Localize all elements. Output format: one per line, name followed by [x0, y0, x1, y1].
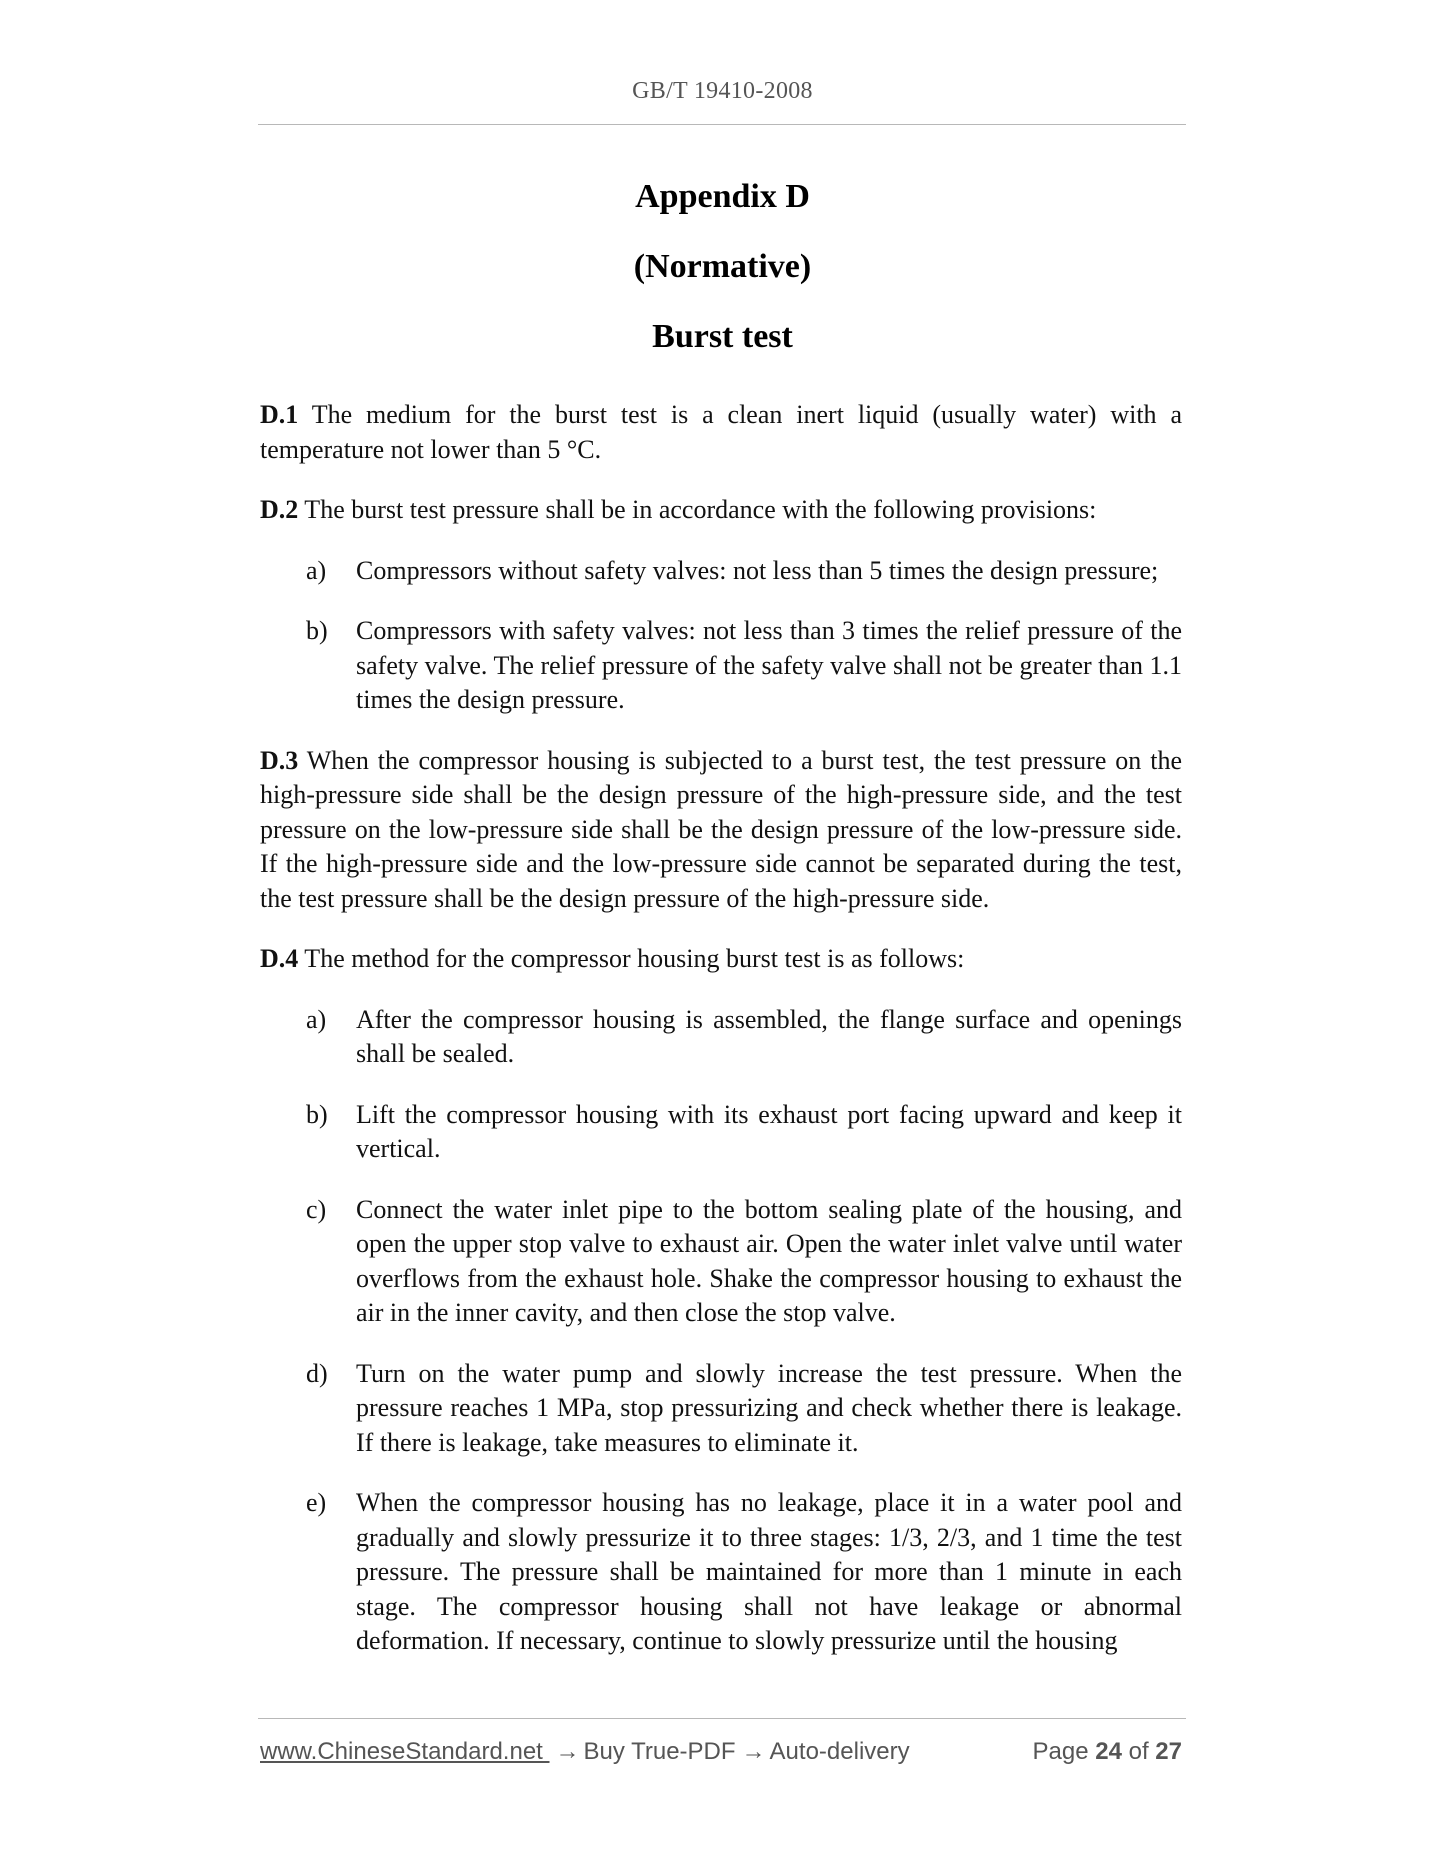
list-item-text: After the compressor housing is assembled, the flange surface and openings shall be sealed.: [356, 1004, 1182, 1068]
clause-d1: [260, 398, 1182, 467]
appendix-type: (Normative): [633, 248, 812, 285]
page-label: Page: [1032, 1738, 1089, 1765]
list-marker: b): [306, 616, 328, 645]
arrow-icon: →: [555, 1738, 580, 1765]
header-doc-code: GB/T 19410-2008: [632, 78, 813, 104]
page-current: 24: [1095, 1738, 1122, 1765]
footer-divider: [258, 1718, 1186, 1719]
list-item: [260, 1098, 1182, 1167]
website-link[interactable]: www.ChineseStandard.net: [260, 1738, 550, 1765]
clause-number: D.2: [260, 495, 299, 524]
list-marker: b): [306, 1099, 328, 1129]
footer-links: [260, 1738, 910, 1766]
clause-text: The method for the compressor housing burst test is as follows:: [298, 944, 965, 973]
document-body: [260, 398, 1182, 1685]
list-item-text: Lift the compressor housing with its exhaust port facing upward and keep it vertical.: [356, 1099, 1182, 1163]
page-of-label: of: [1128, 1738, 1149, 1765]
clause-d3: [260, 744, 1182, 917]
page-footer: [260, 1738, 1182, 1766]
list-item-text: Compressors without safety valves: not less than 5 times the design pressure;: [356, 555, 1159, 585]
list-marker: a): [306, 1004, 327, 1034]
list-item-text: Turn on the water pump and slowly increase the test pressure. When the pressure reaches 1 MPa, stop pressurizing and check whether there is leakage. If there is leakage, take measures to eliminate it.: [356, 1358, 1182, 1457]
clause-text: When the compressor housing is subjected to a burst test, the test pressure on the high-pressure side shall be the design pressure of the high-pressure side, and the test pressure on the low-pressure side shall be the design pressure of the low-pressure side. If the high-pressure side and the low-pressure side cannot be separated during the test, the test pressure shall be the design pressure of the high-pressure side.: [260, 745, 1182, 913]
list-item: [260, 1193, 1182, 1331]
clause-number: D.1: [260, 400, 299, 429]
clause-d4: [260, 942, 1182, 977]
page-indicator: [1033, 1738, 1183, 1766]
appendix-title: Appendix D: [635, 178, 810, 215]
list-item-text: When the compressor housing has no leakage, place it in a water pool and gradually and slowly pressurize it to three stages: 1/3, 2/3, and 1 time the test pressure. The pressure shall be maintained for more than 1 minute in each stage. The compressor housing shall not have leakage or abnormal deformation. If necessary, continue to slowly pressurize until the housing: [356, 1488, 1182, 1655]
buy-true-pdf-text: Buy True-PDF: [583, 1738, 736, 1765]
list-marker: e): [306, 1488, 327, 1517]
clause-d2: [260, 493, 1182, 528]
appendix-name: Burst test: [652, 318, 793, 355]
list-item: [260, 1357, 1182, 1461]
list-item: [260, 1486, 1182, 1659]
arrow-icon: →: [741, 1738, 766, 1765]
list-item-text: Compressors with safety valves: not less than 3 times the relief pressure of the safety valve. The relief pressure of the safety valve shall not be greater than 1.1 times the design pressure.: [356, 616, 1182, 714]
page-total: 27: [1155, 1738, 1182, 1765]
list-marker: d): [306, 1358, 328, 1388]
clause-number: D.4: [260, 944, 299, 973]
list-item: [260, 1003, 1182, 1072]
list-item-text: Connect the water inlet pipe to the bottom sealing plate of the housing, and open the upper stop valve to exhaust air. Open the water inlet valve until water overflows from the exhaust hole. Shake the compressor housing to exhaust the air in the inner cavity, and then close the stop valve.: [356, 1194, 1182, 1327]
list-marker: c): [306, 1194, 327, 1224]
header-divider: [258, 124, 1186, 125]
list-item: [260, 554, 1182, 589]
list-item: [260, 614, 1182, 718]
clause-text: The medium for the burst test is a clean inert liquid (usually water) with a temperature not lower than 5 °C.: [260, 400, 1182, 464]
auto-delivery-text: Auto-delivery: [769, 1738, 910, 1765]
clause-number: D.3: [260, 745, 299, 775]
list-marker: a): [306, 555, 327, 585]
clause-text: The burst test pressure shall be in accordance with the following provisions:: [298, 495, 1097, 524]
